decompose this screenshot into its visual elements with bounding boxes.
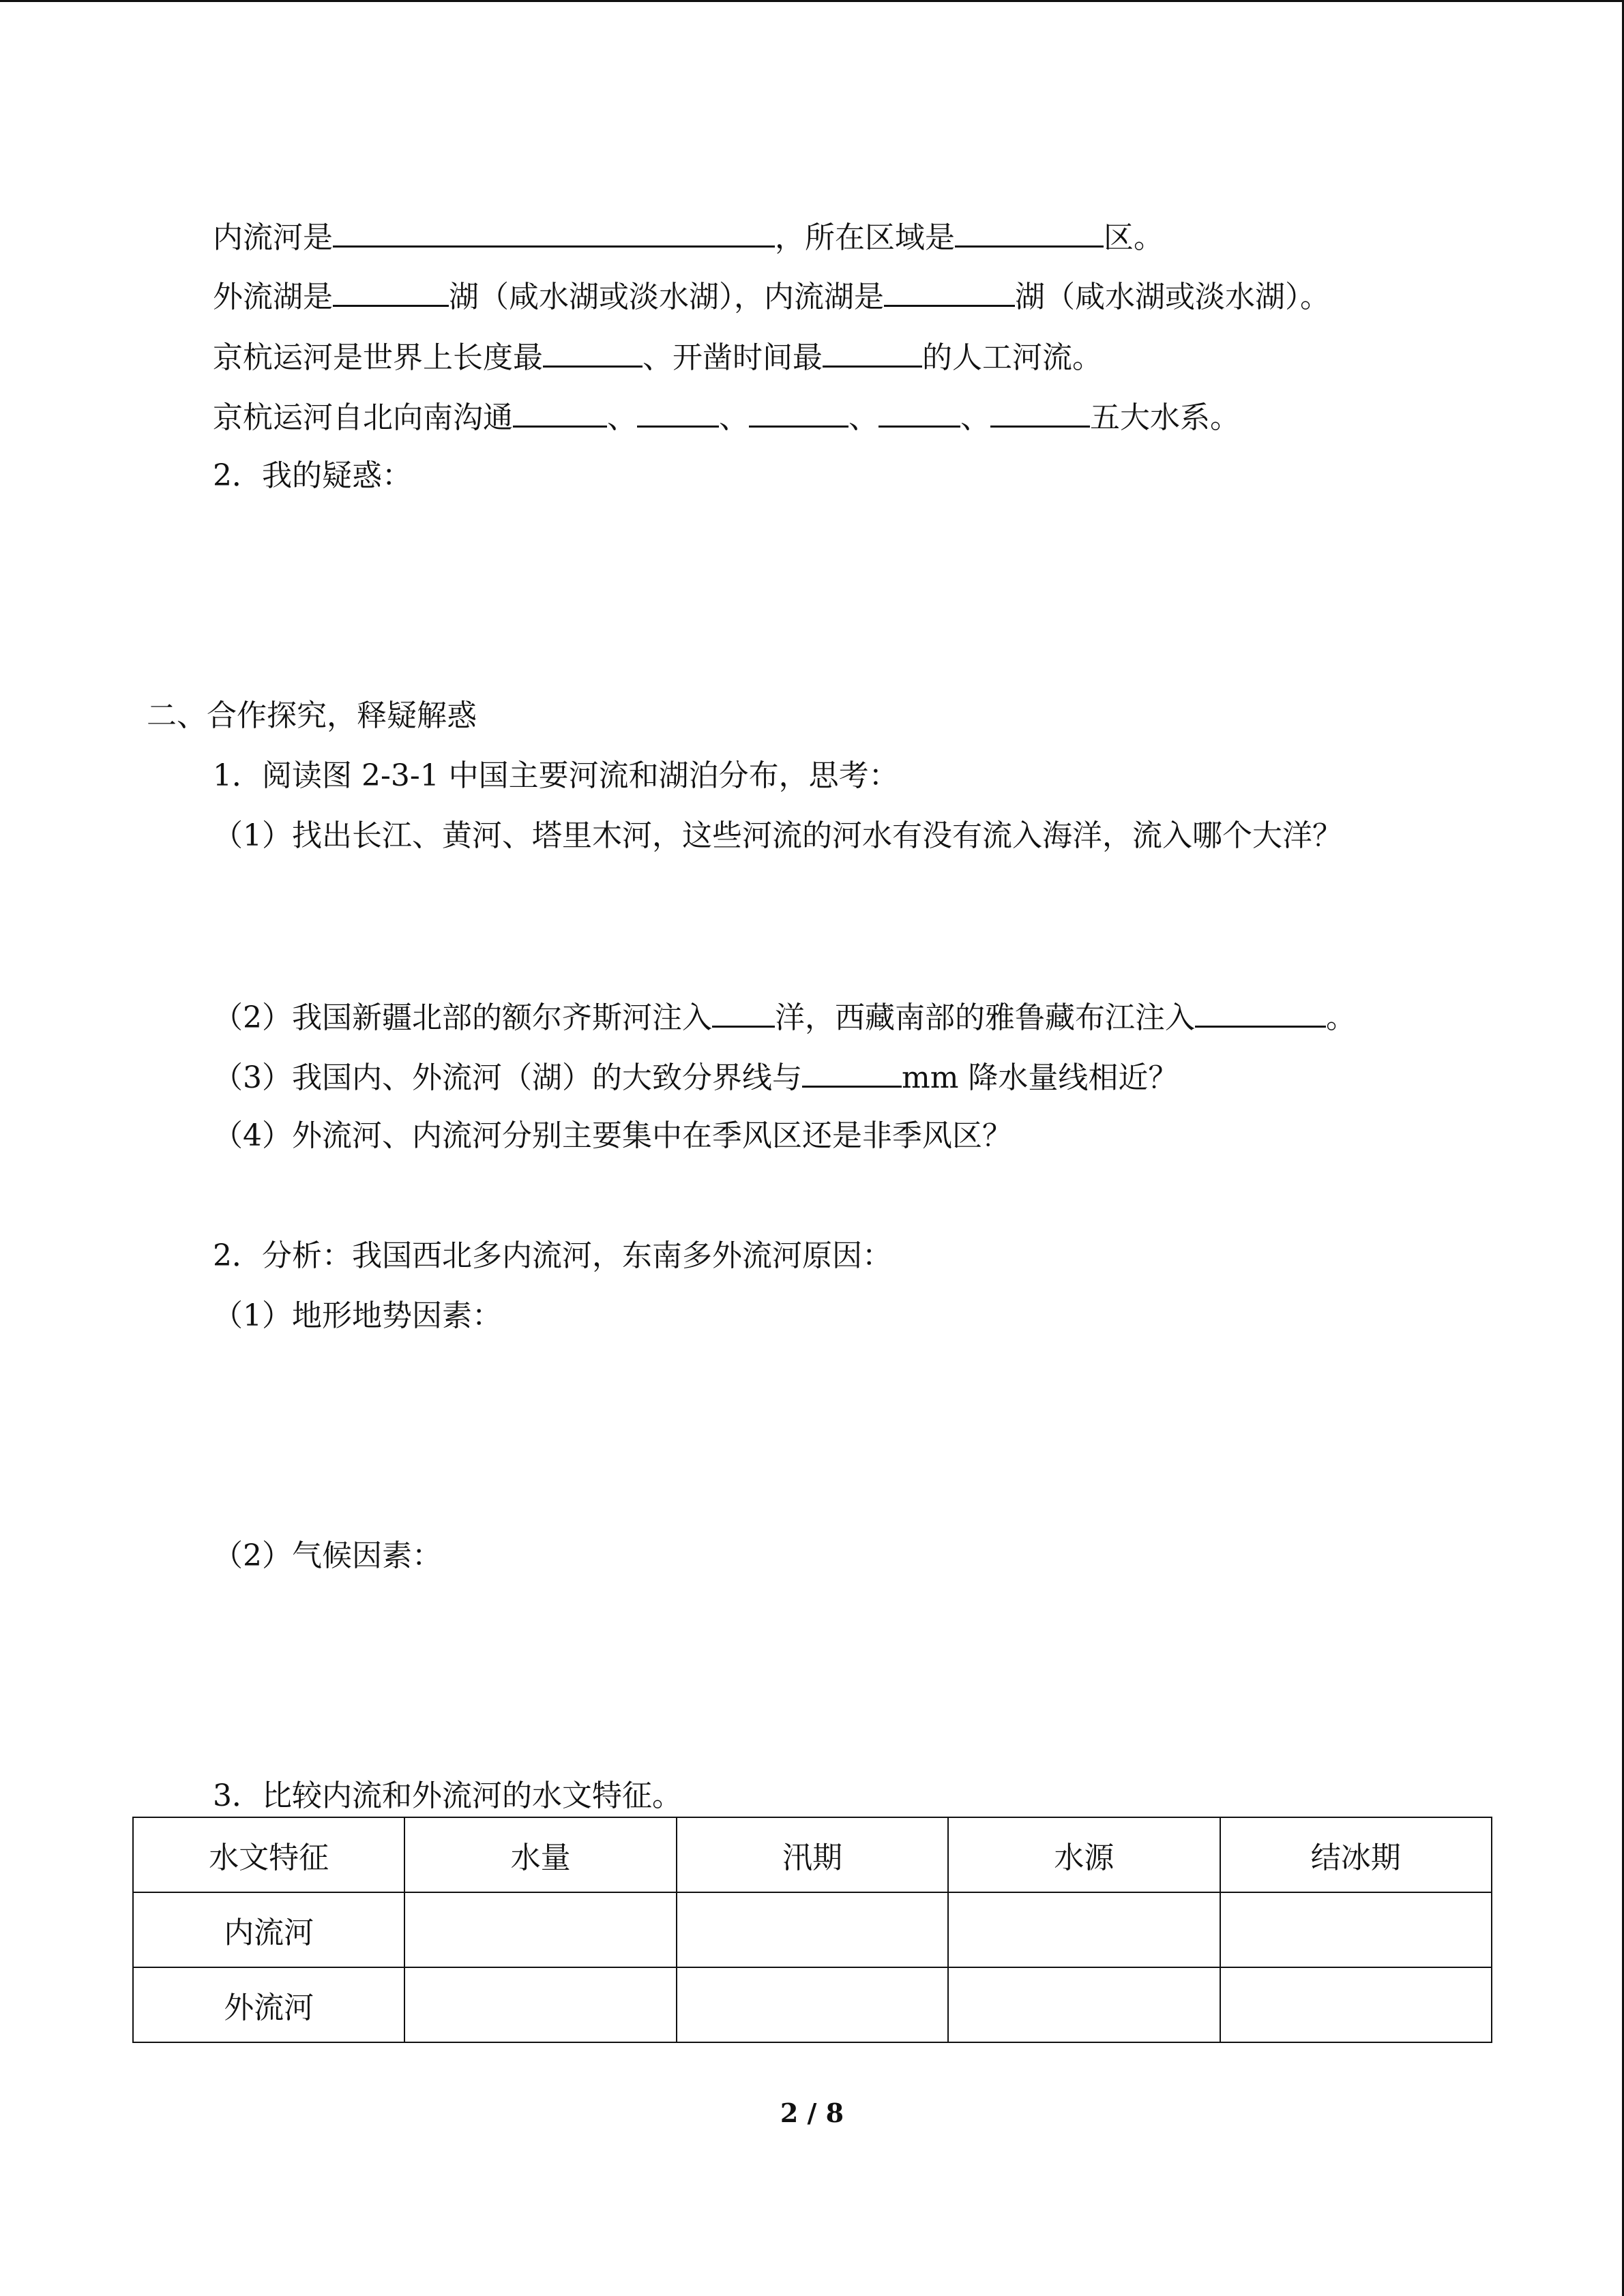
table-cell[interactable]	[948, 1967, 1220, 2042]
text: 的人工河流。	[922, 340, 1102, 375]
blank[interactable]	[1195, 996, 1326, 1028]
section-heading: 二、合作探究，释疑解惑	[147, 698, 477, 733]
separator: 、	[607, 400, 637, 435]
table-cell[interactable]	[404, 1892, 676, 1967]
table-cell[interactable]	[404, 1967, 676, 2042]
question-3: 3．比较内流和外流河的水文特征。	[213, 1778, 682, 1813]
separator: 、	[848, 400, 879, 435]
blank[interactable]	[990, 396, 1090, 428]
text: 内流河是	[213, 220, 333, 255]
blank[interactable]	[802, 1056, 902, 1088]
table-cell[interactable]	[948, 1892, 1220, 1967]
blank[interactable]	[955, 215, 1104, 248]
table-row	[133, 1967, 1492, 2042]
text: 。	[1326, 1000, 1356, 1035]
top-border	[0, 0, 1624, 2]
text: 外流湖是	[213, 280, 333, 314]
blank[interactable]	[543, 336, 643, 368]
table-header-cell: 水量	[404, 1817, 676, 1892]
table-header-cell: 水文特征	[133, 1817, 404, 1892]
hydrology-comparison-table	[132, 1817, 1492, 2043]
text: 洋，西藏南部的雅鲁藏布江注入	[775, 1000, 1195, 1035]
text: ，所在区域是	[775, 220, 955, 255]
blank[interactable]	[333, 215, 775, 248]
separator: 、	[719, 400, 749, 435]
text: 湖（咸水湖或淡水湖）。	[1015, 280, 1330, 314]
text: 京杭运河自北向南沟通	[213, 400, 513, 435]
question-1-2	[213, 996, 1356, 1039]
blank[interactable]	[513, 396, 607, 428]
table-row-label: 外流河	[133, 1967, 404, 2042]
table-row	[133, 1892, 1492, 1967]
table-header-cell: 汛期	[677, 1817, 948, 1892]
fill-line-lakes	[213, 275, 1330, 318]
text: 湖（咸水湖或淡水湖），内流湖是	[449, 280, 884, 314]
question-1: 1．阅读图 2-3-1 中国主要河流和湖泊分布，思考：	[213, 758, 899, 793]
page-number: 2 / 8	[780, 2098, 844, 2128]
table-cell[interactable]	[1220, 1892, 1492, 1967]
separator: 、	[960, 400, 990, 435]
question-2-1: （1）地形地势因素：	[213, 1298, 502, 1333]
table-cell[interactable]	[677, 1967, 948, 2042]
blank[interactable]	[749, 396, 848, 428]
question-2-2: （2）气候因素：	[213, 1538, 442, 1573]
blank[interactable]	[333, 275, 449, 307]
text: 区。	[1104, 220, 1164, 255]
table-cell[interactable]	[677, 1892, 948, 1967]
blank[interactable]	[637, 396, 719, 428]
text: （2）我国新疆北部的额尔齐斯河注入	[213, 1000, 712, 1035]
text: mm 降水量线相近？	[902, 1060, 1179, 1095]
table-row-label: 内流河	[133, 1892, 404, 1967]
fill-line-inland-river	[213, 215, 1164, 258]
question-1-3	[213, 1056, 1178, 1099]
table-cell[interactable]	[1220, 1967, 1492, 2042]
blank[interactable]	[712, 996, 775, 1028]
table-header-row	[133, 1817, 1492, 1892]
table-header-cell: 水源	[948, 1817, 1220, 1892]
my-doubts-heading: 2．我的疑惑：	[213, 458, 412, 493]
fill-line-grand-canal	[213, 336, 1102, 378]
blank[interactable]	[884, 275, 1015, 307]
question-1-1: （1）找出长江、黄河、塔里木河，这些河流的河水有没有流入海洋，流入哪个大洋？	[213, 818, 1342, 853]
text: 京杭运河是世界上长度最	[213, 340, 543, 375]
fill-line-canal-systems	[213, 396, 1240, 438]
question-1-4: （4）外流河、内流河分别主要集中在季风区还是非季风区？	[213, 1118, 1012, 1153]
blank[interactable]	[879, 396, 960, 428]
text: 五大水系。	[1090, 400, 1240, 435]
table-header-cell: 结冰期	[1220, 1817, 1492, 1892]
question-2: 2．分析：我国西北多内流河，东南多外流河原因：	[213, 1238, 892, 1273]
blank[interactable]	[823, 336, 922, 368]
text: 、开凿时间最	[643, 340, 823, 375]
text: （3）我国内、外流河（湖）的大致分界线与	[213, 1060, 802, 1095]
